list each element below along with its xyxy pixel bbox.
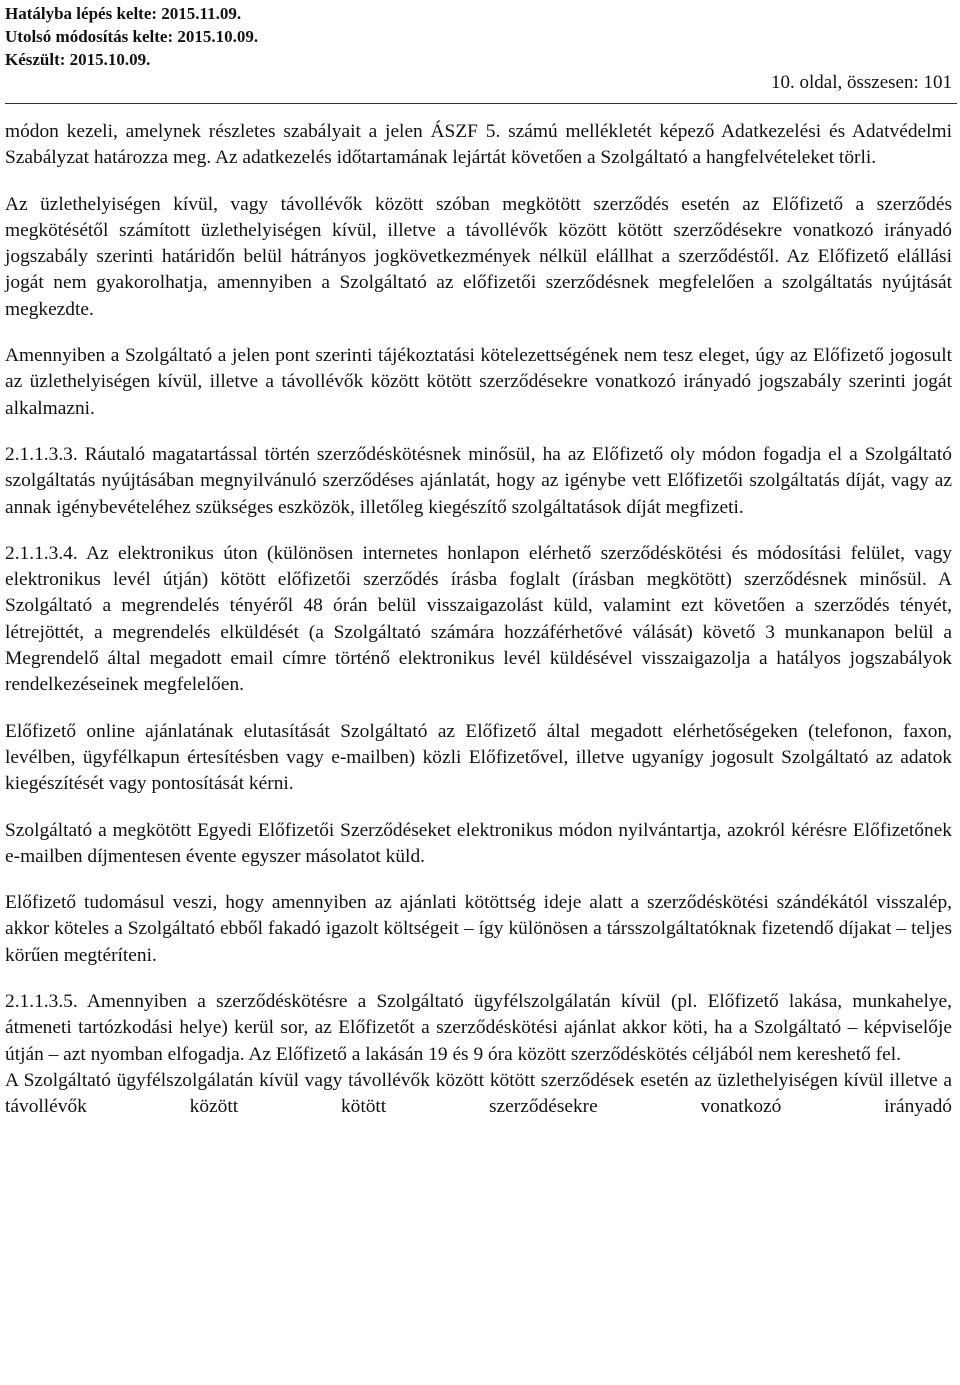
paragraph-data-handling: módon kezeli, amelynek részletes szabályait a jelen ÁSZF 5. számú mellékletét képező Adatkezelési és Adatvédelmi Szabályzat határozza meg. Az adatkezelés időtartamának lejártát követően a Szolgáltató a hangfelvételeket törli. [5, 121, 952, 169]
paragraph-section-2-1-1-3-4: 2.1.1.3.4. Az elektronikus úton (különösen internetes honlapon elérhető szerződéskötési és módosítási felület, vagy elektronikus levél útján) kötött előfizetői szerződés írásba foglalt (írásban megkötött) szerződésnek minősül. A Szolgáltató a megrendelés tényéről 48 órán belül visszaigazolást küld, valamint ezt követően a szerződés tényét, létrejöttét, a megrendelés elküldését (a Szolgáltató számára hozzáférhetővé válását) követő 3 munkanapon belül a Megrendelő által megadott email címre történő elektronikus levél küldésével visszaigazolja a hatályos jogszabályok rendelkezéseinek megfelelően. [5, 542, 952, 696]
header-divider [5, 103, 957, 104]
document-header [5, 2, 258, 71]
paragraph-section-2-1-1-3-3: 2.1.1.3.3. Ráutaló magatartással történ szerződéskötésnek minősül, ha az Előfizető oly módon fogadja el a Szolgáltató szolgáltatás nyújtásában megnyilvánuló szerződéses ajánlatát, hogy az igénybe vett Előfizetői szolgáltatás díját, vagy az annak igénybevételéhez szükséges eszközök, illetőleg kiegészítő szolgáltatások díját megfizeti. [5, 443, 952, 518]
page-number: 10. oldal, összesen: 101 [770, 72, 952, 93]
created-date: Készült: 2015.10.09. [5, 50, 151, 69]
last-modified-date: Utolsó módosítás kelte: 2015.10.09. [5, 27, 259, 46]
paragraph-online-offer-rejection: Előfizető online ajánlatának elutasítását Szolgáltató az Előfizető által megadott elérhetőségeken (telefonon, faxon, levélben, ügyfélkapun értesítésben vagy e-mailben) közli Előfizetővel, illetve ugyanígy jogosult Szolgáltató az adatok kiegészítését vagy pontosítását kérni. [5, 720, 952, 795]
document-body [5, 119, 952, 1121]
paragraph-section-2-1-1-3-5: 2.1.1.3.5. Amennyiben a szerződéskötésre a Szolgáltató ügyfélszolgálatán kívül (pl. Előfizető lakása, munkahelye, átmeneti tartózkodási helye) kerül sor, az Előfizetőt a szerződéskötési ajánlat akkor köti, ha a Szolgáltató – képviselője útján – azt nyomban elfogadja. Az Előfizető a lakásán 19 és 9 óra között szerződéskötés céljából nem kereshető fel. [5, 991, 952, 1065]
paragraph-off-premises-contracts: A Szolgáltató ügyfélszolgálatán kívül vagy távollévők között kötött szerződések esetén az üzlethelyiségen kívül illetve a távollévők között kötött szerződésekre vonatkozó irányadó [5, 1069, 952, 1118]
effective-date: Hatályba lépés kelte: 2015.11.09. [5, 4, 242, 23]
paragraph-information-duty: Amennyiben a Szolgáltató a jelen pont szerinti tájékoztatási kötelezettségének nem tesz eleget, úgy az Előfizető jogosult az üzlethelyiségen kívül, illetve a távollévők között kötött szerződésekre vonatkozó irányadó jogszabály szerinti jogát alkalmazni. [5, 345, 952, 419]
paragraph-withdrawal-right: Az üzlethelyiségen kívül, vagy távollévők között szóban megkötött szerződés esetén az Előfizető a szerződés megkötésétől számított üzlethelyiségen kívül, illetve a távollévők között kötött szerződésekre vonatkozó irányadó jogszabály szerinti határidőn belül hátrányos jogkövetkezmények nélkül elállhat a szerződéstől. Az Előfizető elállási jogát nem gyakorolhatja, amennyiben a Szolgáltató az előfizetői szerződésnek megfelelően a szolgáltatás nyújtását megkezdte. [5, 193, 952, 320]
paragraph-contract-registry: Szolgáltató a megkötött Egyedi Előfizetői Szerződéseket elektronikus módon nyilvántartja, azokról kérésre Előfizetőnek e-mailben díjmentesen évente egyszer másolatot küld. [5, 819, 952, 867]
paragraph-withdrawal-costs: Előfizető tudomásul veszi, hogy amennyiben az ajánlati kötöttség ideje alatt a szerződéskötési szándékától visszalép, akkor köteles a Szolgáltató ebből fakadó igazolt költségeit – így különösen a társszolgáltatóknak fizetendő díjakat – teljes körűen megtéríteni. [5, 892, 952, 966]
